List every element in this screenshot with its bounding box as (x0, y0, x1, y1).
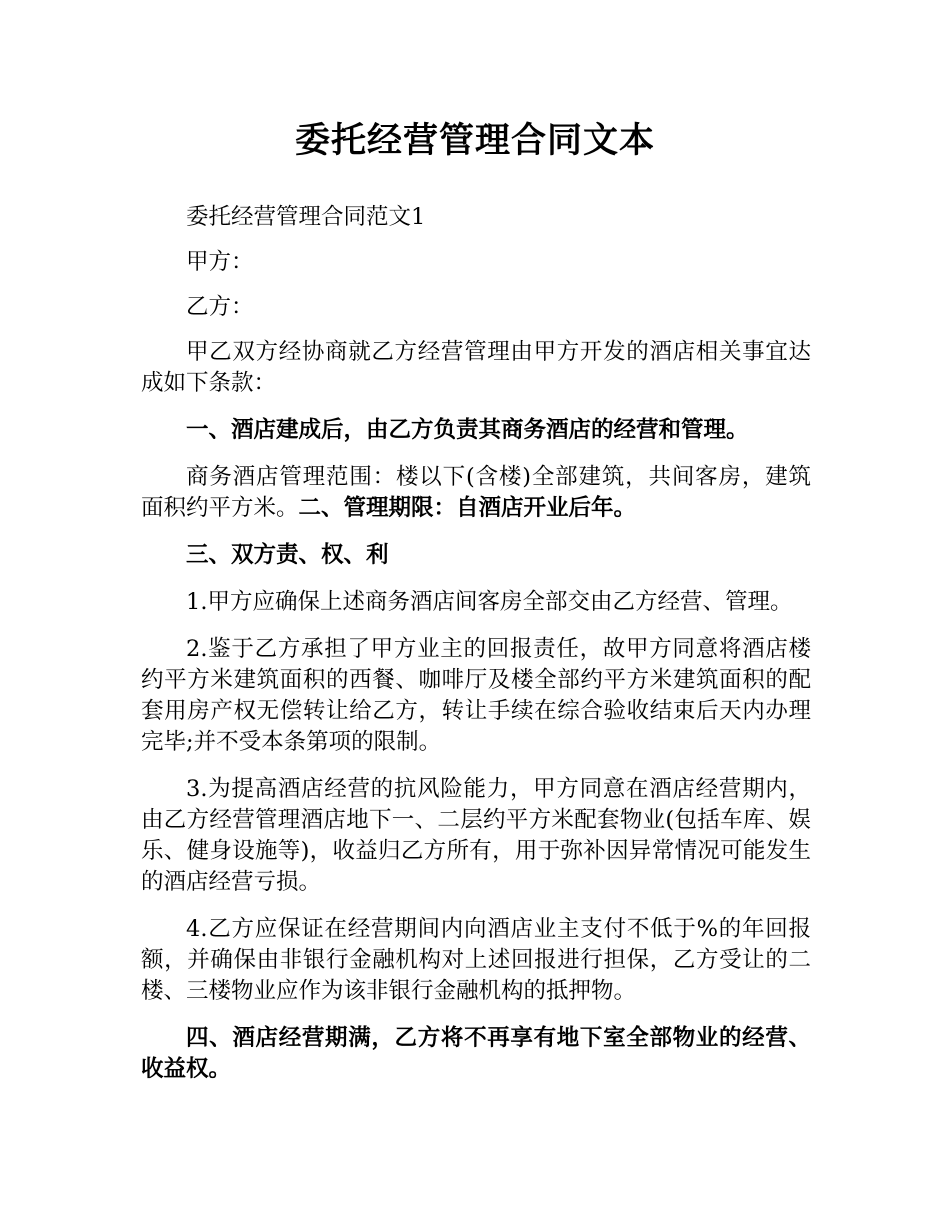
paragraph-party-b: 乙方： (186, 294, 254, 320)
management-scope-text: 商务酒店管理范围：楼以下(含楼)全部建筑，共间客房，建筑面积约平方米。 (141, 464, 811, 521)
paragraph-party-a: 甲方： (186, 249, 254, 275)
document-body (141, 202, 811, 1101)
paragraph-management-scope (141, 462, 811, 524)
clause-3-item-1: 1.甲方应确保上述商务酒店间客房全部交由乙方经营、管理。 (186, 589, 793, 615)
paragraph-contract-sample-heading: 委托经营管理合同范文1 (186, 204, 426, 230)
clause-3-heading: 三、双方责、权、利 (186, 542, 389, 568)
clause-3-item-3: 3.为提高酒店经营的抗风险能力，甲方同意在酒店经营期内，由乙方经营管理酒店地下一、二层约平方米配套物业(包括车库、娱乐、健身设施等)，收益归乙方所有，用于弥补因异常情况可能发生的酒店经营亏损。 (141, 776, 811, 895)
document-title: 委托经营管理合同文本 (294, 121, 655, 161)
paragraph-intro: 甲乙双方经协商就乙方经营管理由甲方开发的酒店相关事宜达成如下条款： (141, 339, 811, 396)
clause-2-heading: 二、管理期限：自酒店开业后年。 (298, 495, 637, 521)
clause-3-item-4: 4.乙方应保证在经营期间内向酒店业主支付不低于%的年回报额，并确保由非银行金融机构对上述回报进行担保，乙方受让的二楼、三楼物业应作为该非银行金融机构的抵押物。 (141, 916, 811, 1004)
clause-1-heading: 一、酒店建成后，由乙方负责其商务酒店的经营和管理。 (186, 417, 749, 443)
clause-3-item-2: 2.鉴于乙方承担了甲方业主的回报责任，故甲方同意将酒店楼约平方米建筑面积的西餐、咖啡厅及楼全部约平方米建筑面积的配套用房产权无偿转让给乙方，转让手续在综合验收结束后天内办理完毕;并不受本条第项的限制。 (141, 636, 811, 755)
clause-4-heading: 四、酒店经营期满，乙方将不再享有地下室全部物业的经营、收益权。 (141, 1025, 811, 1082)
